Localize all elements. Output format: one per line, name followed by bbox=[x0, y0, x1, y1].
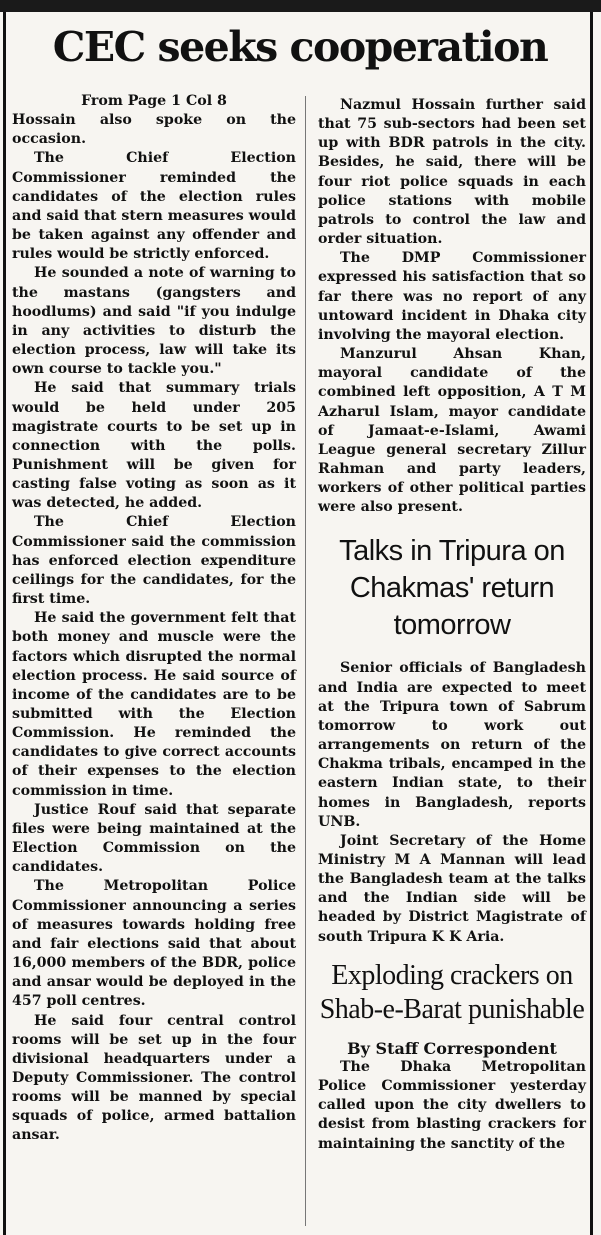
paragraph: Justice Rouf said that separate files were being maintained at the Election Commission on the candidates. bbox=[12, 801, 296, 876]
paragraph: The DMP Commissioner expressed his satisfaction that so far there was no report of any untoward incident in Dhaka city involving the mayoral election. bbox=[318, 250, 586, 343]
paragraph: The Dhaka Metropolitan Police Commissioner yesterday called upon the city dwellers to desist from blasting crackers for maintaining the sanctity of the bbox=[318, 1058, 586, 1152]
paragraph: Joint Secretary of the Home Ministry M A Mannan will lead the Bangladesh team at the talks and the Indian side will be headed by District Magistrate of south Tripura K K Aria. bbox=[318, 832, 586, 945]
paragraph: The Chief Election Commissioner said the commission has enforced election expenditure ceilings for the candidates, for the first time. bbox=[12, 514, 296, 608]
masthead-strip bbox=[0, 0, 601, 12]
left-column bbox=[12, 92, 296, 1146]
paragraph: He sounded a note of warning to the mastans (gangsters and hoodlums) and said "if you indulge in any activities to disturb the election process, law will take its own course to tackle you." bbox=[12, 265, 296, 378]
paragraph: Senior officials of Bangladesh and India are expected to meet at the Tripura town of Sabrum tomorrow to work out arrangements on return of the Chakma tribals, encamped in the eastern Indian state, to their homes in Bangladesh, reports UNB. bbox=[318, 660, 586, 830]
paragraph: The Chief Election Commissioner reminded the candidates of the election rules and said that stern measures would be taken against any offender and rules would be strictly enforced. bbox=[12, 150, 296, 263]
paragraph: He said four central control rooms will be set up in the four divisional headquarters under a Deputy Commissioner. The control rooms will be manned by special squads of police, armed battalion ansar. bbox=[12, 1012, 296, 1144]
story2-headline: Talks in Tripura on Chakmas' return tomorrow bbox=[339, 535, 565, 642]
story3-headline: Exploding crackers on Shab-e-Barat punishable bbox=[319, 959, 585, 1025]
paragraph: He said that summary trials would be held under 205 magistrate courts to be set up in connection with the polls. Punishment will be given for casting false voting as soon as it was detected, he added. bbox=[12, 380, 296, 512]
right-column bbox=[318, 96, 586, 1154]
paragraph: The Metropolitan Police Commissioner announcing a series of measures towards holding free and fair elections said that about 16,000 members of the BDR, police and ansar would be deployed in the 457 poll centres. bbox=[12, 878, 296, 1010]
paragraph: Hossain also spoke on the occasion. bbox=[12, 112, 296, 148]
paragraph: He said the government felt that both money and muscle were the factors which disrupted the normal election process. He said source of income of the candidates are to be submitted with the Election Commission. He reminded the candidates to give correct accounts of their expenses to the election commission in time. bbox=[12, 610, 296, 799]
byline: By Staff Correspondent bbox=[347, 1038, 557, 1058]
headline: CEC seeks cooperation bbox=[52, 23, 548, 71]
paragraph: Nazmul Hossain further said that 75 sub-sectors had been set up with BDR patrols in the city. Besides, he said, there will be four riot police squads in each police stations with mobile patrols to control the law and order situation. bbox=[318, 97, 586, 248]
paragraph: Manzurul Ahsan Khan, mayoral candidate of the combined left opposition, A T M Azharul Islam, mayor candidate of Jamaat-e-Islami, Awami League general secretary Zillur Rahman and party leaders, workers of other political parties were also present. bbox=[318, 346, 586, 516]
column-divider bbox=[305, 96, 306, 1226]
jump-line: From Page 1 Col 8 bbox=[81, 93, 227, 109]
